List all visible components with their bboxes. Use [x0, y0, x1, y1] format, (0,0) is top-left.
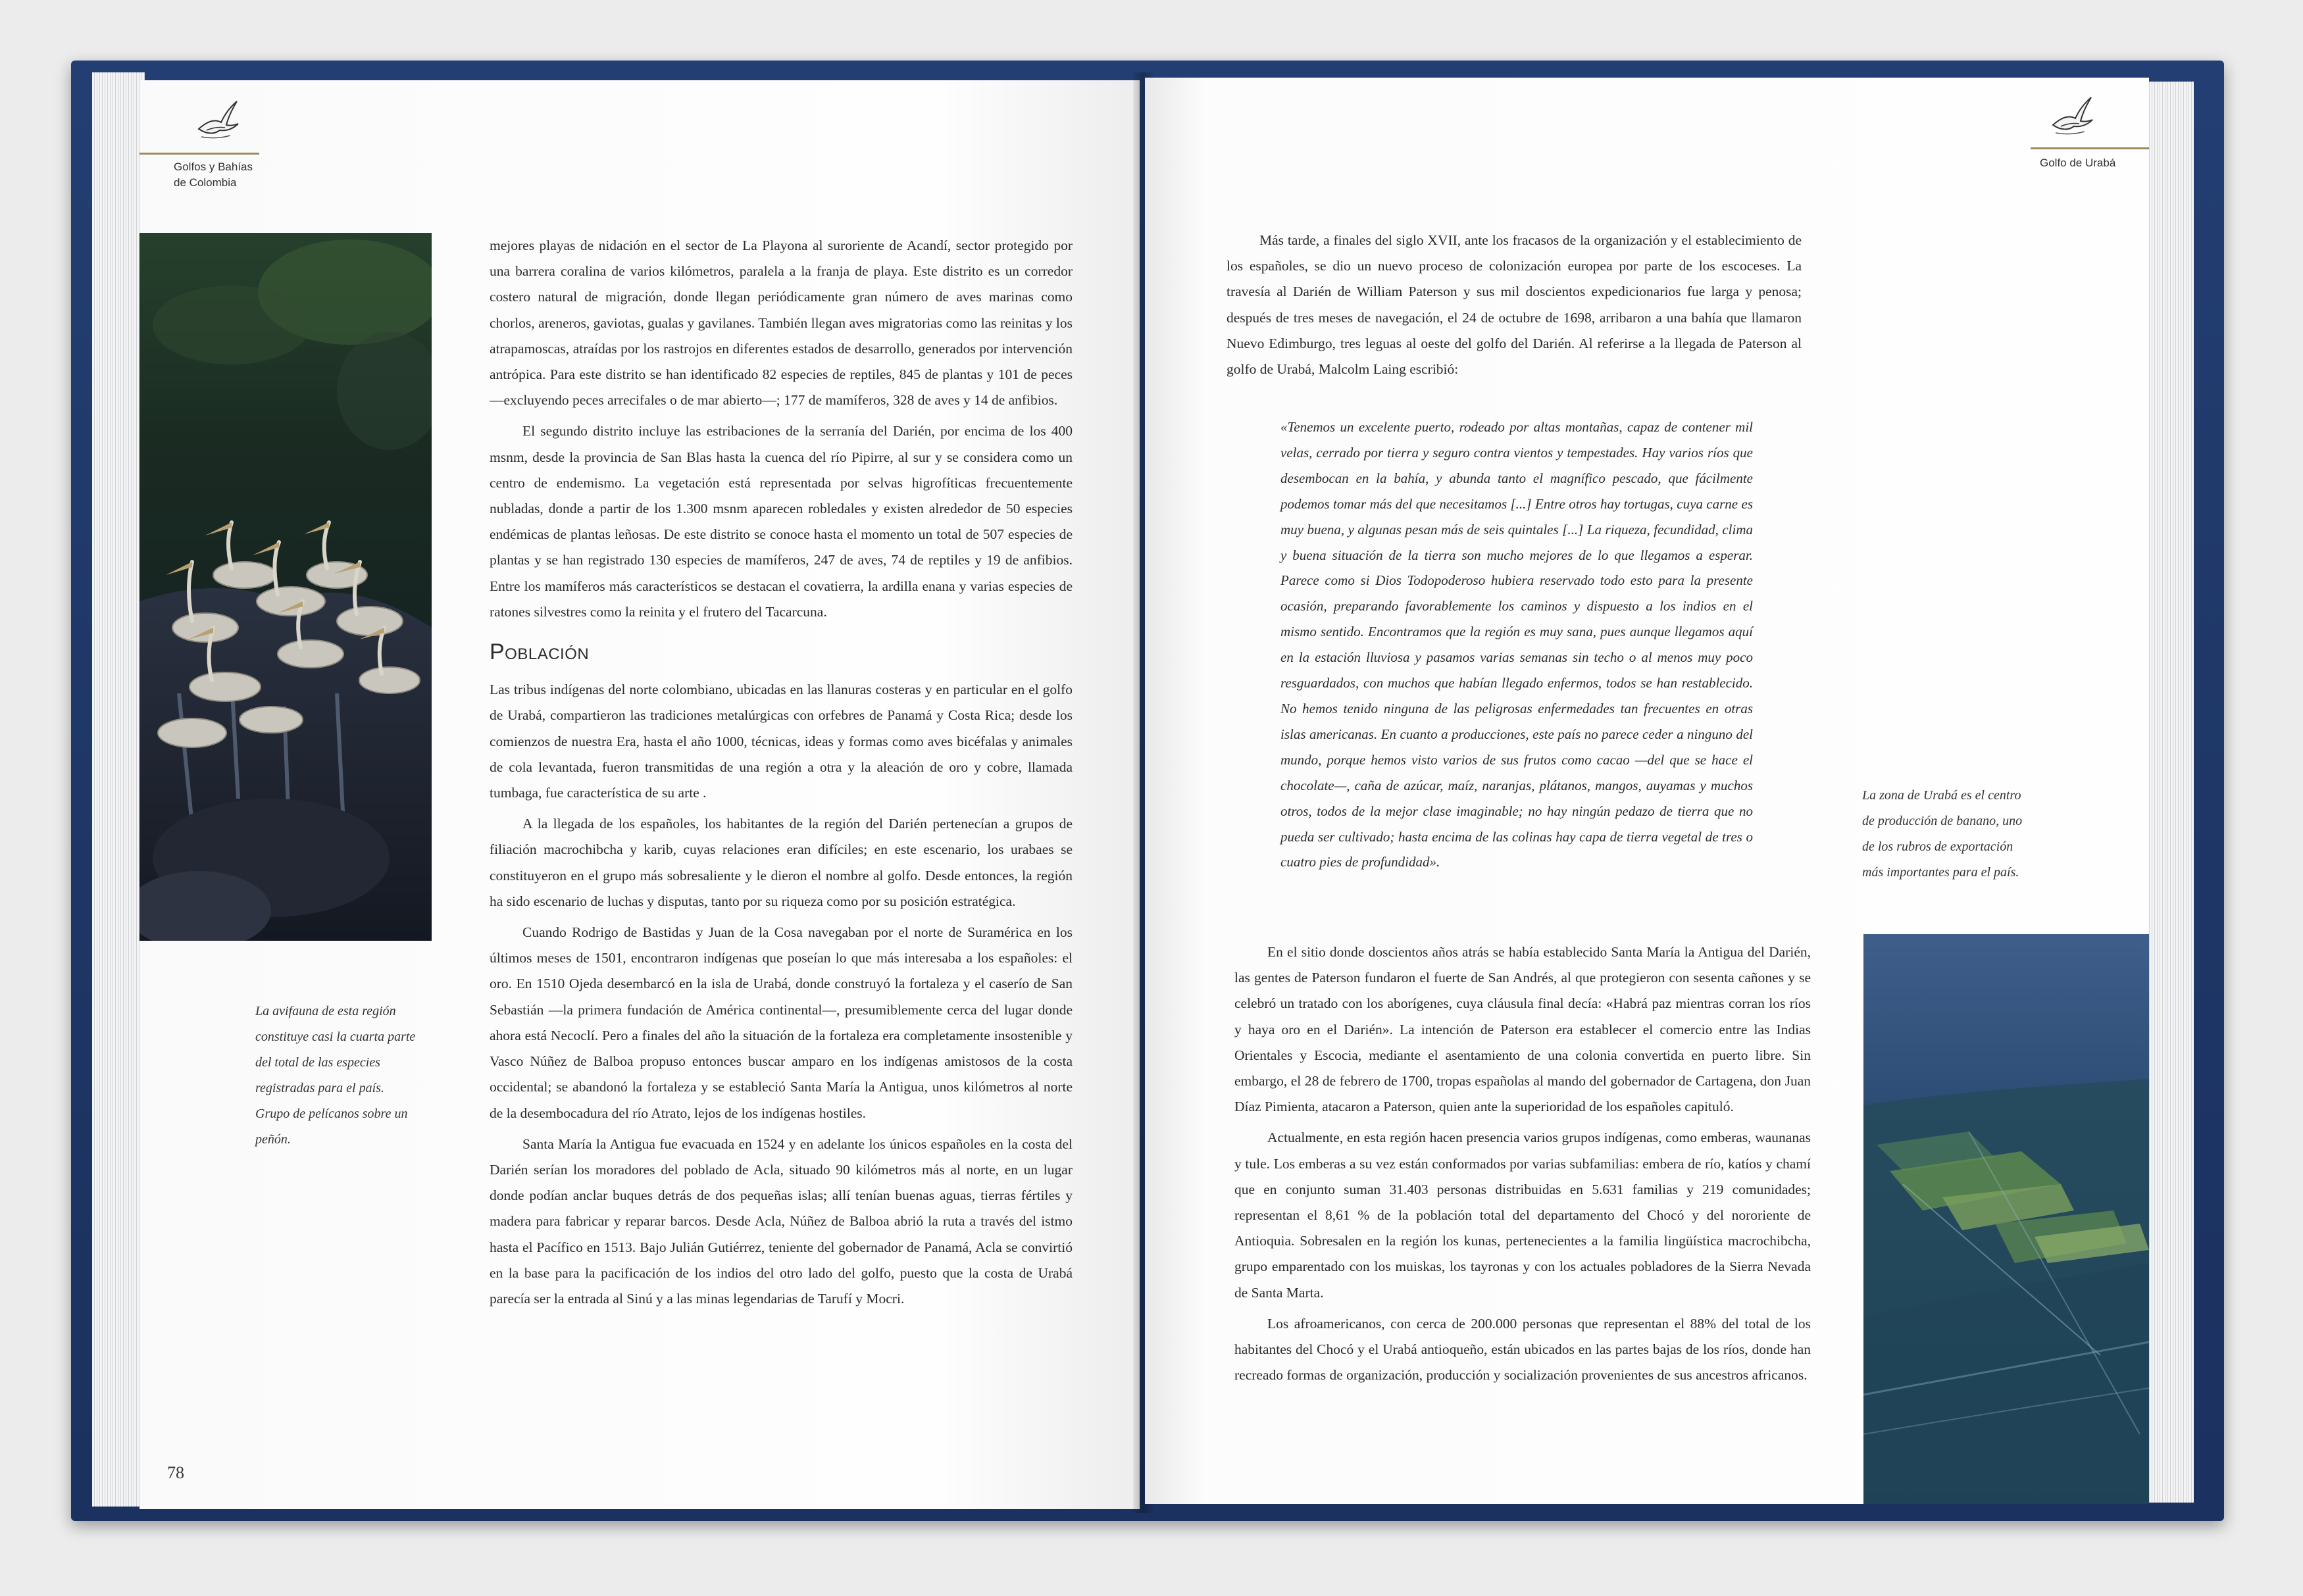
paragraph: El segundo distrito incluye las estribaciones de la serranía del Darién, por encima de los 400 msnm, desde la provincia de San Blas hasta la cuenca del río Pipirre, al sur y se considera como un centro de endemismo. La vegetación está representada por selvas higrofíticas frecuentemente nubladas, donde a partir de los 1.300 msnm aparecen robledales y existen alrededor de 50 especies endémicas de plantas leñosas. De este distrito se conoce hasta el momento un total de 507 especies de plantas y se han registrado 130 especies de mamíferos, 247 de aves, 74 de reptiles y 19 de anfibios. Entre los mamíferos más característicos se destacan el covatierra, la ardilla enana y varias especies de ratones silvestres como la reinita y el frutero del Tacarcuna.: [490, 423, 1073, 620]
right-intro-text: [1227, 228, 1802, 387]
paragraph: En el sitio donde doscientos años atrás se había establecido Santa María la Antigua del Darién, las gentes de Paterson fundaron el fuerte de San Andrés, al que protegieron con sesenta cañones y se celebró un tratado con los aborígenes, cuya cláusula final decía: «Habrá paz mientras corran los ríos y haya oro en el Darién». La intención de Paterson era establecer el comercio entre las Indias Orientales y Escocia, mediante el asentamiento de una colonia convertida en puerto libre. Sin embargo, el 28 de febrero de 1700, tropas españolas al mando del gobernador de Cartagena, don Juan Díaz Pimienta, atacaron a Paterson, quien ante la superioridad de los españoles capituló.: [1234, 944, 1811, 1115]
running-head: Golfos y Bahías de Colombia: [174, 161, 253, 189]
paragraph: Cuando Rodrigo de Bastidas y Juan de la Cosa navegaban por el norte de Suramérica en los últimos meses de 1501, encontraron indígenas que poseían lo que más interesaba a los españoles: el oro. En 1510 Ojeda desembarcó en la isla de Urabá, donde construyó la fortaleza y el caserío de San Sebastián —la primera fundación de América continental—, presumiblemente cerca del lugar donde ahora está Necoclí. Pero a finales del año la situación de la fortaleza era completamente insostenible y Vasco Núñez de Balboa propuso entonces buscar amparo en los indígenas amistosos de la costa occidental; se abandonó la fortaleza y se estableció Santa María la Antigua, unos kilómetros al norte de la desembocadura del río Atrato, lejos de los indígenas hostiles.: [490, 924, 1073, 1121]
paragraph: Actualmente, en esta región hacen presencia varios grupos indígenas, como emberas, waunanas y tule. Los emberas a su vez están conformados por varias subfamilias: embera de río, katíos y chamí que en conjunto suman 31.403 personas distribuidas en 5.631 familias y 219 comunidades; representan el 8,61 % de la población total del departamento del Chocó y del nororiente de Antioquia. Sobresalen en la región los kunas, pertenecientes a la familia lingüística macrochibcha, grupo emparentado con los muiskas, los tayronas y con los actuales pobladores de la Sierra Nevada de Santa Marta.: [1234, 1130, 1811, 1301]
section-title: Población: [490, 639, 590, 665]
paragraph: Los afroamericanos, con cerca de 200.000 personas que representan el 88% del total de los habitantes del Chocó y el Urabá antioqueño, están ubicados en las partes bajas de los ríos, donde han recreado formas de organización, producción y socialización provenientes de sus ancestros africanos.: [1234, 1315, 1811, 1384]
running-head: Golfo de Urabá: [2040, 157, 2116, 169]
paragraph: mejores playas de nidación en el sector de La Playona al suroriente de Acandí, sector protegido por una barrera coralina de varios kilómetros, paralela a la franja de playa. Este distrito es un corredor costero natural de migración, donde llegan periódicamente gran número de aves marinas como chorlos, areneros, gaviotas, gualas y gavilanes. También llegan aves migratorias como las reinitas y los atrapamoscas, atraídas por los rastrojos en diferentes estados de desarrollo, generados por intervención antrópica. Para este distrito se han identificado 82 especies de reptiles, 845 de plantas y 101 de peces —excluyendo peces arrecifales o de mar abierto—; 177 de mamíferos, 328 de aves y 14 de anfibios.: [490, 237, 1073, 409]
running-head-rule: [139, 153, 259, 155]
left-page: [139, 80, 1140, 1509]
right-page: [1145, 78, 2149, 1504]
paragraph: Las tribus indígenas del norte colombiano, ubicadas en las llanuras costeras y en particular en el golfo de Urabá, compartieron las tradiciones metalúrgicas con orfebres de Panamá y Costa Rica; desde los comienzos de nuestra Era, hasta el año 1000, técnicas, ideas y formas como aves bicéfalas y animales de cola levantada, fueron transmitidas de una región a otra y la aleación de oro y cobre, llamada tumbaga, fue característica de su arte .: [490, 682, 1073, 801]
seabird-logo-icon: [2046, 93, 2099, 139]
paragraph: Santa María la Antigua fue evacuada en 1524 y en adelante los únicos españoles en la costa del Darién serían los moradores del poblado de Acla, situado 90 kilómetros más al norte, en un lugar donde podían anclar buques detrás de dos pequeñas islas; allí tenían buenas aguas, tierras fértiles y madera para fabricar y reparar barcos. Desde Acla, Núñez de Balboa abrió la ruta a través del istmo hasta el Pacífico en 1513. Bajo Julián Gutiérrez, teniente del gobernador de Panamá, Acla se convirtió en la base para la pacificación de los indios del otro lado del golfo, puesto que la costa de Urabá parecía ser la entrada al Sinú y a las minas legendarias de Tarufí y Mocri.: [490, 1135, 1073, 1307]
pelican-photo: [139, 233, 432, 941]
banana-caption: La zona de Urabá es el centro de producción de banano, uno de los rubros de exportación más importantes para el país.: [1862, 788, 2023, 880]
seabird-logo-icon: [192, 97, 245, 143]
page-number: 78: [167, 1463, 184, 1482]
right-page-edges: [2146, 82, 2194, 1503]
pelican-caption: La avifauna de esta región constituye casi la cuarta parte del total de las especies registradas para el país. Grupo de pelícanos sobre un peñón.: [255, 1004, 416, 1147]
quote-block: «Tenemos un excelente puerto, rodeado por altas montañas, capaz de contener mil velas, cerrado por tierra y seguro contra vientos y tempestades. Hay varios ríos que desembocan en la bahía, y abunda tanto el magnífico pescado, que fácilmente podemos tomar más del que necesitamos [...] Entre otros hay tortugas, cuya carne es muy buena, y algunas pesan más de seis quintales [...] La riqueza, fecundidad, clima y buena situación de la tierra son mucho mejores de lo que llegamos a esperar. Parece como si Dios Todopoderoso hubiera reservado todo esto para la presente ocasión, preparando favorablemente los caminos y dispuesto a los indios en el mismo sentido. Encontramos que la región es muy sana, pues aunque llegamos aquí en la estación lluviosa y pasamos varias semanas sin techo o al menos muy poco resguardados, con muchos que habían llegado enfermos, todos se han restablecido. No hemos tenido ninguna de las peligrosas enfermedades tan frecuentes en otras islas americanas. En cuanto a producciones, este país no parece ceder a ninguno del mundo, porque hemos visto varios de sus frutos como cacao —del que se hace el chocolate—, caña de azúcar, maíz, naranjas, plátanos, mangos, auyamas y muchos otros, todos de la mejor clase imaginable; no hay ningún pedazo de tierra que no pueda ser cultivado; hasta encima de las colinas hay capa de tierra vegetal de tres o cuatro pies de profundidad».: [1280, 419, 1753, 870]
right-body-text: [1234, 939, 1811, 1393]
left-body-text: [490, 233, 1073, 1317]
paragraph: A la llegada de los españoles, los habitantes de la región del Darién pertenecían a grupos de filiación macrochibcha y karib, cuyas relaciones eran difíciles; en este escenario, los urabaes se constituyeron en el grupo más sobresaliente y le dieron el nombre al golfo. Desde entonces, la región ha sido escenario de luchas y disputas, tanto por su riqueza como por su posición estratégica.: [490, 816, 1073, 909]
running-head-rule: [2031, 147, 2149, 149]
aerial-photo: [1863, 934, 2149, 1504]
left-page-edges: [92, 72, 145, 1507]
paragraph: Más tarde, a finales del siglo XVII, ante los fracasos de la organización y el establecimiento de los españoles, se dio un nuevo proceso de colonización europea por parte de los escoceses. La travesía al Darién de William Paterson y sus mil doscientos expedicionarios fue larga y penosa; después de tres meses de navegación, el 24 de octubre de 1698, arribaron a una bahía que llamaron Nuevo Edimburgo, tres leguas al oeste del golfo del Darién. Al referirse a la llegada de Paterson al golfo de Urabá, Malcolm Laing escribió:: [1227, 232, 1802, 378]
